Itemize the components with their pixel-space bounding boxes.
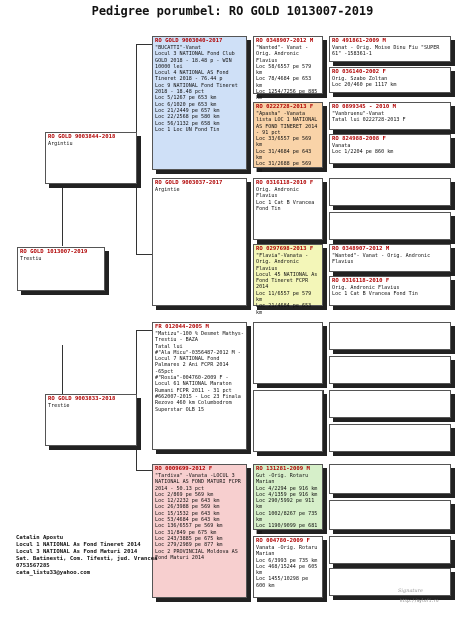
ring-number: RO 491861-2009 M xyxy=(332,38,386,44)
ring-number: RO 0009699-2012 F xyxy=(155,466,213,472)
pedigree-card[interactable] xyxy=(329,322,451,350)
ring-number: RO 824988-2008 F xyxy=(332,136,386,142)
card-details: "Tardiva" -Vanata -LOCUL 3 NATIONAL AS FOND MATURI FCPR 2014 - 50.13 pct Loc 2/869 pe 569 km Loc 12/2232 pe 643 km Loc 26/3988 pe 569 km Loc 15/1532 pe 643 km Loc 53/4684 pe 643 km Loc 136/6557 pe 569 km Loc 31/849 pe 675 km Loc 243/3885 pe 675 km Loc 279/2989 pe 877 km Loc 2 PROVINCIAL Moldova AS Fond Maturi 2014 xyxy=(155,473,241,561)
pedigree-card[interactable] xyxy=(329,356,451,384)
ring-number: RO GOLD 9003040-2017 xyxy=(155,38,223,44)
ring-number: RO 0222728-2013 F xyxy=(256,104,314,110)
tree-line xyxy=(323,540,324,580)
tree-line xyxy=(323,132,324,162)
ring-number: RO GOLD 9003833-2018 xyxy=(48,396,116,402)
pedigree-card[interactable] xyxy=(329,134,451,164)
pedigree-card[interactable] xyxy=(45,132,137,184)
pedigree-card[interactable] xyxy=(253,102,323,174)
tree-line xyxy=(136,470,152,471)
tree-line xyxy=(136,330,152,331)
pedigree-card[interactable] xyxy=(253,36,323,102)
pedigree-card[interactable] xyxy=(253,178,323,240)
pedigree-card[interactable] xyxy=(45,394,137,446)
card-details: "Vanbruenu"-Vanat Tatal lui 0222728-2013 F xyxy=(332,111,406,124)
ring-number: RO 004780-2009 F xyxy=(256,538,310,544)
footer-url: http://mylofi.ro xyxy=(400,598,439,603)
tree-line xyxy=(323,470,324,510)
card-details: Trestie xyxy=(48,403,70,409)
tree-line xyxy=(136,44,152,45)
pedigree-card[interactable] xyxy=(253,244,323,316)
card-details: "Wanted"- Vanat - Orig. Andronic Flavius Loc 58/6557 pe 579 km Loc 78/4684 pe 653 km Loc 1254/7256 pe 885 km xyxy=(256,45,318,102)
tree-line xyxy=(323,390,324,420)
ring-number: RO GOLD 9003844-2018 xyxy=(48,134,116,140)
pedigree-card[interactable] xyxy=(329,36,451,62)
tree-line xyxy=(323,330,324,360)
pedigree-card[interactable] xyxy=(17,247,105,291)
owner-info: Catalin Apostu Locul 1 NATIONAL As Fond Tineret 2014 Locul 3 NATIONAL As Fond Maturi 2014 Sat. Batinesti, Com. Tifesti, jud. Vrancea 0753567285 cata_listu33@yahoo.com xyxy=(16,535,158,577)
tree-line xyxy=(248,190,249,250)
pedigree-card[interactable] xyxy=(329,244,451,272)
pedigree-card[interactable] xyxy=(329,464,451,494)
card-details: "BUCATTI"-Vanat Locul 3 NATIONAL Fond Club GOLD 2018 - 18.48 p - WIN 10000 lei Locul 4 NATIONAL AS Fond Tineret 2018 - 76.44 p Loc 9 NATIONAL Fond Tineret 2018 - 18.48 pct Loc 5/1267 pe 653 km Loc 6/1020 pe 653 km Loc 21/2449 pe 657 km Loc 22/2568 pe 580 km Loc 56/1132 pe 658 km Loc 1 Loc UN Fond Tin xyxy=(155,45,238,133)
pedigree-card[interactable] xyxy=(329,536,451,564)
pedigree-card[interactable] xyxy=(253,536,323,598)
signature: Signature xyxy=(398,588,424,594)
tree-line xyxy=(248,470,249,540)
pedigree-card[interactable] xyxy=(329,178,451,206)
ring-number: RO 0297698-2013 F xyxy=(256,246,314,252)
ring-number: RO 0348907-2012 M xyxy=(256,38,314,44)
tree-line xyxy=(323,254,324,284)
pedigree-card[interactable] xyxy=(329,67,451,93)
card-details: Argintiu xyxy=(48,141,73,147)
pedigree-card[interactable] xyxy=(329,390,451,418)
tree-line xyxy=(248,44,249,104)
tree-line xyxy=(136,254,152,255)
pedigree-card[interactable] xyxy=(152,464,247,598)
card-details: Gut -Orig. Rotaru Marian Loc 4/2294 pe 916 km Loc 4/1359 pe 916 km Loc 290/5992 pe 911 km Loc 1002/8267 pe 735 km Loc 1190/9099 pe 681 km xyxy=(256,473,318,536)
pedigree-card[interactable] xyxy=(329,500,451,530)
card-details: "Wanted"- Vanat - Orig. Andronic Flavius xyxy=(332,253,431,266)
ring-number: FR 012044-2005 M xyxy=(155,324,209,330)
pedigree-card[interactable] xyxy=(253,390,323,452)
card-details: Orig. Andronic Flavius Loc 1 Cat B Vrancea Fond Tin xyxy=(332,285,418,298)
card-details: Trestiu xyxy=(20,256,42,262)
ring-number: RO 0316118-2010 F xyxy=(332,278,390,284)
ring-number: RO 0316118-2010 F xyxy=(256,180,314,186)
pedigree-card[interactable] xyxy=(253,464,323,536)
card-details: Argintie xyxy=(155,187,180,193)
pedigree-card[interactable] xyxy=(329,568,451,596)
card-details: Vanata -Orig. Rotaru Marian Loc 6/3993 pe 735 km Loc 468/15244 pe 605 km Loc 1455/10298 pe 600 km xyxy=(256,545,318,589)
card-details: Orig. Andronic Flavius Loc 1 Cat B Vrancea Fond Tin xyxy=(256,187,315,212)
ring-number: RO 0899345 - 2010 M xyxy=(332,104,396,110)
tree-line xyxy=(248,330,249,390)
ring-number: RO 036140-2002 F xyxy=(332,69,386,75)
ring-number: RO GOLD 9003037-2017 xyxy=(155,180,223,186)
pedigree-card[interactable] xyxy=(329,102,451,130)
ring-number: RO 131281-2009 M xyxy=(256,466,310,472)
card-details: "Apasha" -Vanata lista LOC 1 NATIONAL AS FOND TINERET 2014 - 91 pct Loc 33/6557 pe 569 km Loc 31/4684 pe 643 km Loc 31/2688 pe 569 km xyxy=(256,111,318,174)
card-details: Vanata Loc 1/2204 pe 860 km xyxy=(332,143,394,156)
pedigree-card[interactable] xyxy=(152,178,247,306)
tree-line xyxy=(323,44,324,84)
pedigree-card[interactable] xyxy=(152,322,247,450)
card-details: Vanat - Orig. Moise Dinu Fiu "SUPER 61" -158361-1 xyxy=(332,45,440,58)
pedigree-card[interactable] xyxy=(253,322,323,384)
pedigree-card[interactable] xyxy=(329,276,451,306)
pedigree-card[interactable] xyxy=(329,424,451,452)
tree-line xyxy=(62,345,63,395)
pedigree-card[interactable] xyxy=(329,212,451,240)
card-details: "Matizu"-100 % Desmet Mathys- Trestiu - BAZA Tatal lui #"Ala Micu"-0356487-2012 M - Locul 7 NATIONAL Fond Palmares 2 Ani FCPR 2014 -65pct #"Rosia"-004760-2009 F - Locul 61 NATIONAL Maraton Rumani FCPR 2011 - 31 pct #662007-2015 - Loc 23 Finala Rezovo 460 km Columbodrom Superstar OLB 15 xyxy=(155,331,244,413)
page-title: Pedigree porumbel: RO GOLD 1013007-2019 xyxy=(91,4,374,18)
ring-number: RO GOLD 1013007-2019 xyxy=(20,249,88,255)
pedigree-card[interactable] xyxy=(152,36,247,170)
card-details: Orig. Szabo Zoltan Loc 20/460 pe 1117 km xyxy=(332,76,397,89)
ring-number: RO 0348907-2012 M xyxy=(332,246,390,252)
card-details: "Flavia"-Vanata - Orig. Andronic Flavius Locul 45 NATIONAL As Fond Tineret FCPR 2014 Loc 11/6557 pe 579 km Loc 21/4684 pe 653 km xyxy=(256,253,318,316)
tree-line xyxy=(323,190,324,220)
